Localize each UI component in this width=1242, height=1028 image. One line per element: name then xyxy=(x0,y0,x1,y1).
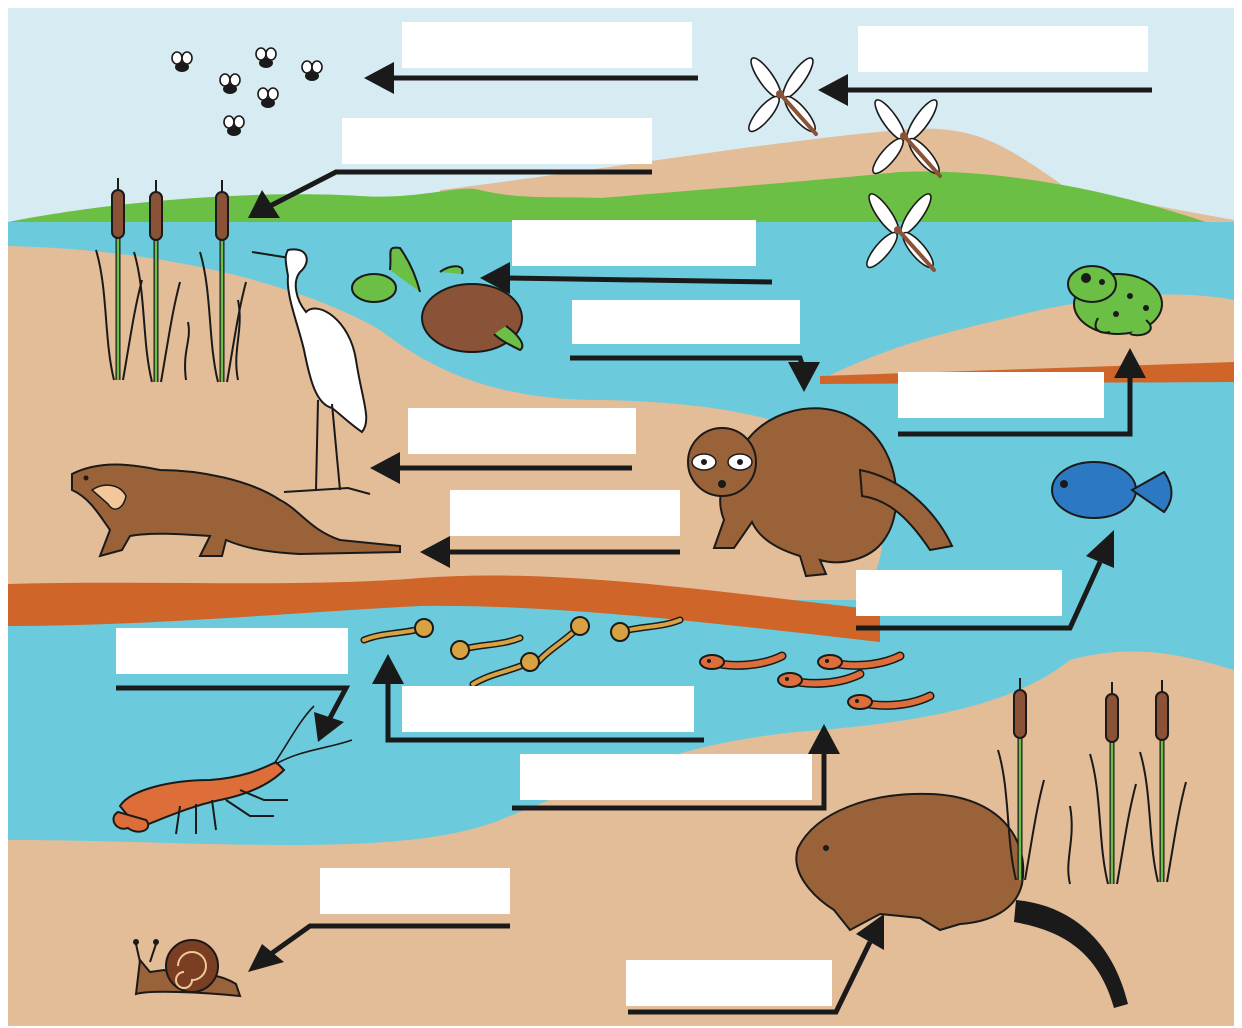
label-box-frog[interactable] xyxy=(898,372,1104,418)
label-box-raccoon[interactable] xyxy=(572,300,800,344)
label-box-larvae[interactable] xyxy=(520,754,812,800)
label-box-dragonflies[interactable] xyxy=(858,26,1148,72)
label-box-heron[interactable] xyxy=(408,408,636,454)
label-box-cattails[interactable] xyxy=(342,118,652,164)
label-box-flies[interactable] xyxy=(402,22,692,68)
label-box-tadpoles[interactable] xyxy=(402,686,694,732)
label-box-fish[interactable] xyxy=(856,570,1062,616)
label-box-turtle[interactable] xyxy=(512,220,756,266)
label-box-otter[interactable] xyxy=(450,490,680,536)
label-box-crayfish[interactable] xyxy=(116,628,348,674)
label-box-snail[interactable] xyxy=(320,868,510,914)
label-box-beaver[interactable] xyxy=(626,960,832,1006)
